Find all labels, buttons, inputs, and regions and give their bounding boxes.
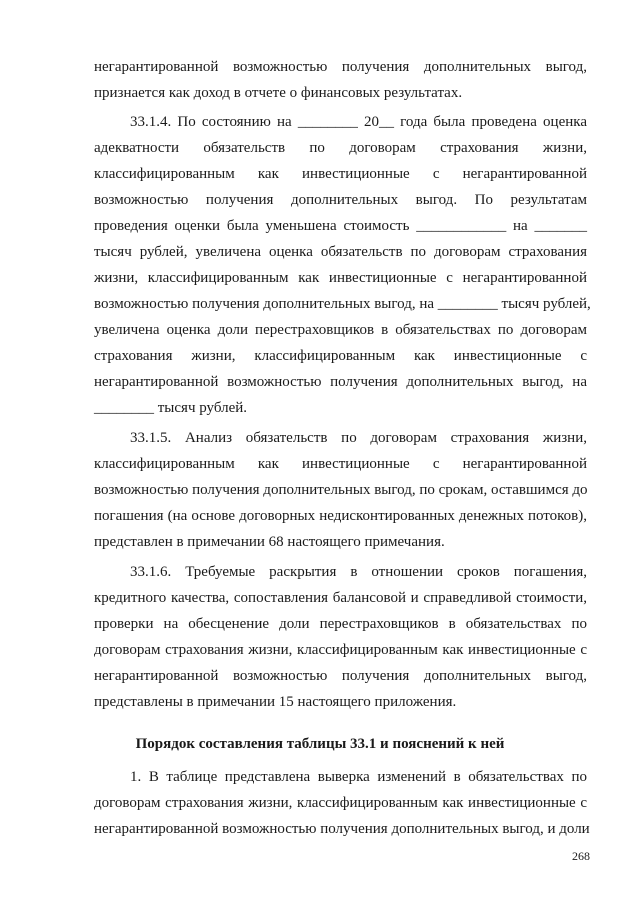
text-line: жизни, классифицированным как инвестиционные с негарантированной xyxy=(94,270,587,286)
text-line: кредитного качества, сопоставления балансовой и справедливой стоимости, xyxy=(94,590,587,606)
text-line: возможностью получения дополнительных выгод. По результатам xyxy=(94,192,587,208)
text-line: договорам страхования жизни, классифицированным как инвестиционные с xyxy=(94,795,587,811)
text-line: признается как доход в отчете о финансовых результатах. xyxy=(94,85,463,101)
text-line: страхования жизни, классифицированным как инвестиционные с xyxy=(94,348,587,364)
text-line: увеличена оценка доли перестраховщиков в обязательствах по договорам xyxy=(94,322,587,338)
text-line: представлен в примечании 68 настоящего примечания. xyxy=(94,534,445,550)
paragraph-33-1-5-start: 33.1.5. Анализ обязательств по договорам страхования жизни, xyxy=(130,430,587,446)
text-line: негарантированной возможностью получения дополнительных выгод, xyxy=(94,59,587,75)
text-line: погашения (на основе договорных недисконтированных денежных потоков), xyxy=(94,508,587,524)
paragraph-33-1-4-start: 33.1.4. По состоянию на ________ 20__ года была проведена оценка xyxy=(130,114,587,130)
text-line: возможностью получения дополнительных выгод, на ________ тысяч рублей, xyxy=(94,296,591,312)
text-line: представлены в примечании 15 настоящего приложения. xyxy=(94,694,457,710)
text-line: адекватности обязательств по договорам страхования жизни, xyxy=(94,140,587,156)
paragraph-1-start: 1. В таблице представлена выверка изменений в обязательствах по xyxy=(130,769,587,785)
text-line: договорам страхования жизни, классифицированным как инвестиционные с xyxy=(94,642,587,658)
text-line: негарантированной возможностью получения дополнительных выгод, и доли xyxy=(94,821,590,837)
text-line: тысяч рублей, увеличена оценка обязательств по договорам страхования xyxy=(94,244,587,260)
text-line: классифицированным как инвестиционные с негарантированной xyxy=(94,166,587,182)
text-line: классифицированным как инвестиционные с негарантированной xyxy=(94,456,587,472)
page-number: 268 xyxy=(572,849,590,863)
text-line: проведения оценки была уменьшена стоимость ____________ на _______ xyxy=(94,218,587,234)
text-line: негарантированной возможностью получения дополнительных выгод, xyxy=(94,668,587,684)
paragraph-33-1-6-start: 33.1.6. Требуемые раскрытия в отношении сроков погашения, xyxy=(130,564,587,580)
text-line: ________ тысяч рублей. xyxy=(94,400,248,416)
text-line: возможностью получения дополнительных выгод, по срокам, оставшимся до xyxy=(94,482,588,498)
text-line: негарантированной возможностью получения дополнительных выгод, на xyxy=(94,374,587,390)
section-heading: Порядок составления таблицы 33.1 и пояснений к ней xyxy=(135,736,505,752)
text-line: проверки на обесценение доли перестраховщиков в обязательствах по xyxy=(94,616,587,632)
